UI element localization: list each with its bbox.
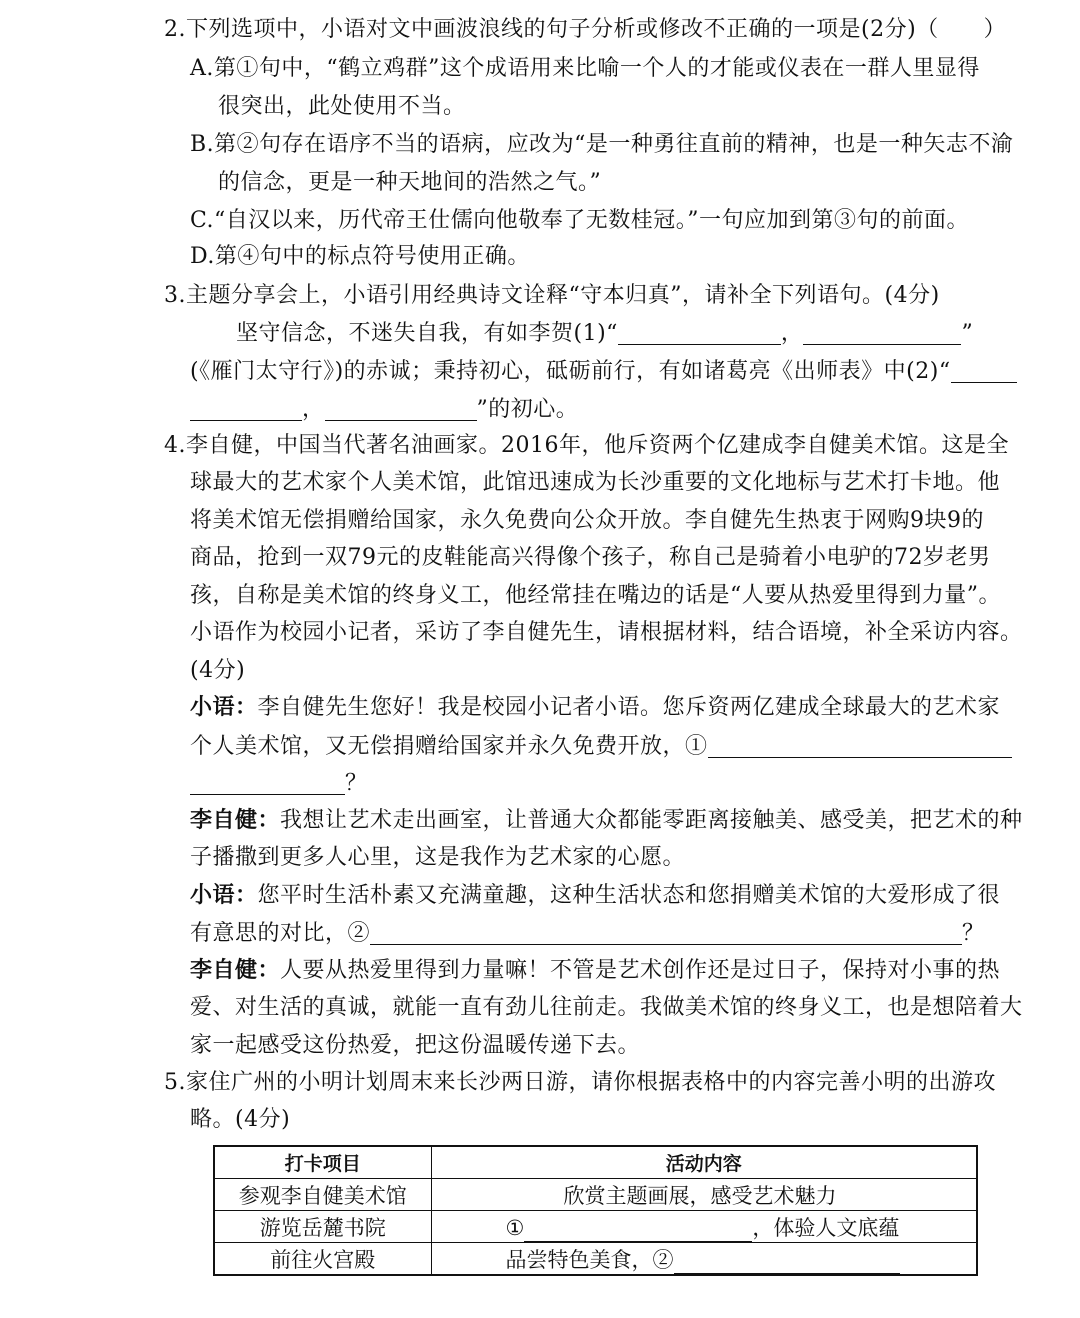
question-mark: ？ (962, 921, 985, 946)
itinerary-table (213, 1145, 978, 1276)
q2-option-c: C.“自汉以来，历代帝王仕儒向他敬奉了无数桂冠。”一句应加到第③句的前面。 (190, 208, 970, 233)
cell-activity (431, 1243, 977, 1276)
q3-line1-comma: ， (780, 321, 804, 346)
q4-score: (4分) (190, 658, 246, 683)
cell-activity (431, 1211, 977, 1243)
cell-item: 参观李自健美术馆 (214, 1179, 431, 1211)
cell-item: 前往火宫殿 (214, 1243, 431, 1276)
speaker-xiaoyu: 小语： (190, 695, 258, 720)
q3-blank-1a[interactable] (618, 322, 781, 345)
q4-dialog-1-line1 (190, 697, 1000, 719)
q3-blank-1b[interactable] (803, 322, 961, 345)
q5-blank-2[interactable] (674, 1253, 900, 1274)
table-row (214, 1179, 977, 1211)
header-activity: 活动内容 (431, 1146, 977, 1179)
q4-blank-1-start[interactable] (708, 735, 1012, 758)
q4-dialog-1-line3 (190, 772, 368, 795)
q4-dialog-4-line3: 家一起感受这份热爱，把这份温暖传递下去。 (190, 1033, 641, 1058)
q4-para-line2: 球最大的艺术家个人美术馆，此馆迅速成为长沙重要的文化地标与艺术打卡地。他 (190, 470, 1001, 495)
q4-para-line1: 4.李自健，中国当代著名油画家。2016年，他斥资两个亿建成李自健美术馆。这是全 (164, 433, 1009, 458)
q2-option-b-line2: 的信念，更是一种天地间的浩然之气。” (218, 170, 602, 195)
dialog-text: 我想让艺术走出画室，让普通大众都能零距离接触美、感受美，把艺术的种 (280, 808, 1023, 833)
question-mark: ？ (345, 771, 368, 796)
dialog-text: 个人美术馆，又无偿捐赠给国家并永久免费开放，① (190, 734, 708, 759)
q4-dialog-3-line1 (190, 885, 1000, 907)
speaker-xiaoyu: 小语： (190, 883, 258, 908)
q4-dialog-2-line1 (190, 810, 1023, 832)
q2-option-a-line2: 很突出，此处使用不当。 (218, 94, 466, 119)
q2-option-a-line1: A.第①句中，“鹤立鸡群”这个成语用来比喻一个人的才能或仪表在一群人里显得 (190, 56, 980, 81)
q3-line3-tail: ”的初心。 (476, 397, 579, 422)
q5-stem-line1: 5.家住广州的小明计划周末来长沙两日游，请你根据表格中的内容完善小明的出游攻 (164, 1070, 996, 1095)
q3-line3-comma: ， (302, 397, 325, 422)
cell-activity (431, 1179, 977, 1211)
q5-blank-1[interactable] (524, 1221, 752, 1242)
dialog-text: 您平时生活朴素又充满童趣，这种生活状态和您捐赠美术馆的大爱形成了很 (257, 883, 1001, 908)
q4-para-line3: 将美术馆无偿捐赠给国家，永久免费向公众开放。李自健先生热衷于网购9块9的 (190, 508, 984, 533)
q4-para-line4: 商品，抢到一双79元的皮鞋能高兴得像个孩子，称自己是骑着小电驴的72岁老男 (190, 545, 991, 570)
speaker-lizijian: 李自健： (190, 808, 281, 833)
dialog-text: 有意思的对比，② (190, 921, 371, 946)
q3-line1-quote: ” (961, 321, 974, 346)
q2-option-b-line1: B.第②句存在语序不当的语病，应改为“是一种勇往直前的精神，也是一种矢志不渝 (190, 132, 1014, 157)
q4-blank-1-end[interactable] (190, 772, 345, 795)
table-row (214, 1211, 977, 1243)
q4-dialog-4-line1 (190, 960, 1000, 982)
table-row (214, 1243, 977, 1276)
cell-item: 游览岳麓书院 (214, 1211, 431, 1243)
q4-dialog-1-line2 (190, 735, 1012, 758)
q2-stem: 2.下列选项中，小语对文中画波浪线的句子分析或修改不正确的一项是(2分)（ ） (164, 17, 1007, 42)
q3-line2-text: (《雁门太守行》)的赤诚；秉持初心，砥砺前行，有如诸葛亮《出师表》中(2)“ (190, 359, 951, 384)
q4-dialog-4-line2: 爱、对生活的真诚，就能一直有劲儿往前走。我做美术馆的终身义工，也是想陪着大 (190, 995, 1023, 1020)
q3-line1 (236, 322, 973, 345)
table-header-row (214, 1146, 977, 1179)
q4-blank-2[interactable] (370, 922, 962, 945)
q2-option-d: D.第④句中的标点符号使用正确。 (190, 244, 530, 269)
q3-line2 (190, 360, 1017, 383)
q3-blank-2b[interactable] (325, 398, 477, 421)
q4-dialog-2-line2: 子播撒到更多人心里，这是我作为艺术家的心愿。 (190, 845, 686, 870)
q4-para-line5: 孩，自称是美术馆的终身义工，他经常挂在嘴边的话是“人要从热爱里得到力量”。 (190, 583, 1001, 608)
header-item: 打卡项目 (214, 1146, 431, 1179)
q3-line1-text: 坚守信念，不迷失自我，有如李贺(1)“ (236, 321, 618, 346)
activity-text: ，体验人文底蕴 (752, 1215, 900, 1240)
q3-stem: 3.主题分享会上，小语引用经典诗文诠释“守本归真”，请补全下列语句。(4分) (164, 283, 940, 308)
dialog-text: 李自健先生您好！我是校园小记者小语。您斥资两亿建成全球最大的艺术家 (257, 695, 1001, 720)
q4-para-line6: 小语作为校园小记者，采访了李自健先生，请根据材料，结合语境，补全采访内容。 (190, 620, 1023, 645)
speaker-lizijian: 李自健： (190, 958, 281, 983)
q5-stem-line2: 略。(4分) (190, 1107, 291, 1132)
activity-text: ① (505, 1215, 525, 1240)
activity-text: 欣赏主题画展，感受艺术魅力 (563, 1183, 837, 1208)
q3-blank-2a-start[interactable] (951, 360, 1017, 383)
q4-dialog-3-line2 (190, 922, 985, 945)
activity-text: 品尝特色美食，② (505, 1247, 674, 1272)
q3-line3 (190, 398, 578, 421)
dialog-text: 人要从热爱里得到力量嘛！不管是艺术创作还是过日子，保持对小事的热 (280, 958, 1001, 983)
q3-blank-2a-end[interactable] (190, 398, 302, 421)
